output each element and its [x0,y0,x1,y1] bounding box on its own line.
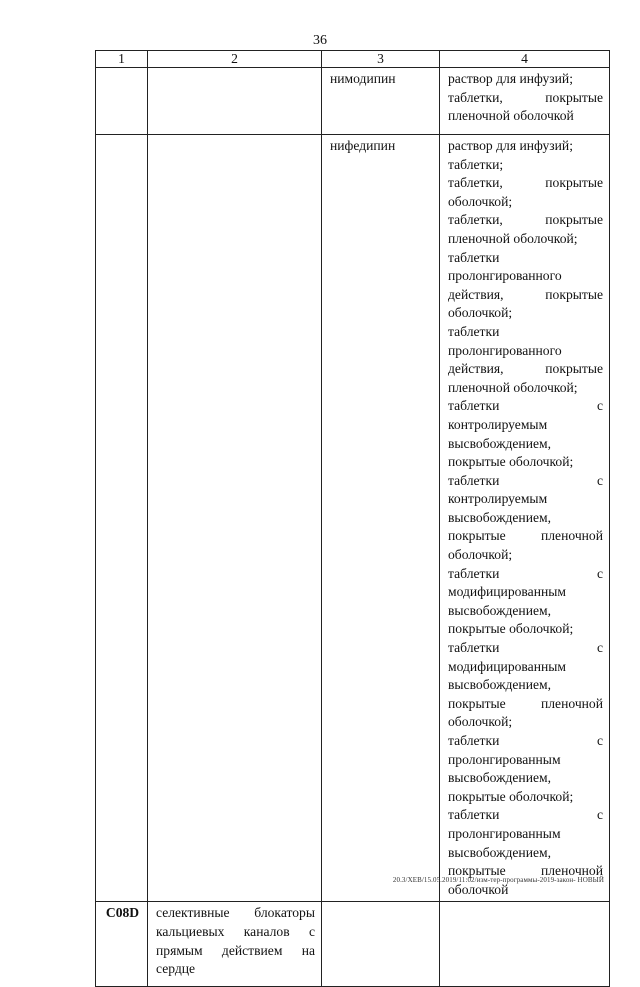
atc-code-cell [96,68,148,135]
dosage-form-item: раствор для инфузий; [448,138,573,153]
drug-table [95,50,610,987]
dosage-form-item: таблетки, покрытые пленочной оболочкой; [448,212,603,246]
dosage-form-item: раствор для инфузий; [448,71,573,86]
dosage-form-item: таблетки пролонгированного действия, покрытые оболочкой; [448,249,603,321]
dosage-form-item: таблетки, покрытые пленочной оболочкой [448,89,603,124]
table-row [96,902,610,987]
dosage-form-item: таблетки с модифицированным высвобождением, покрытые оболочкой; [448,565,603,637]
atc-code-cell: C08D [96,902,148,987]
table-row [96,135,610,902]
dosage-form-item: таблетки с контролируемым высвобождением, покрытые оболочкой; [448,398,603,470]
page-number: 36 [313,33,327,48]
dosage-forms-cell [440,902,610,987]
group-cell [148,68,322,135]
atc-code-cell [96,135,148,902]
column-header-2: 2 [148,51,322,68]
column-header-4: 4 [440,51,610,68]
table-row [96,68,610,135]
drug-name-cell [322,902,440,987]
group-cell [148,135,322,902]
dosage-form-item: таблетки пролонгированного действия, покрытые пленочной оболочкой; [448,323,603,395]
group-cell: селективные блокаторы кальциевых каналов с прямым действием на сердце [148,902,322,987]
column-header-1: 1 [96,51,148,68]
table-header-row [96,51,610,68]
dosage-forms-cell [440,135,610,902]
drug-name-cell: нифедипин [322,135,440,902]
drug-name-cell: нимодипин [322,68,440,135]
dosage-form-item: таблетки, покрытые оболочкой; [448,175,603,209]
dosage-form-item: таблетки с пролонгированным высвобождением, покрытые пленочной оболочкой [448,807,603,897]
dosage-form-item: таблетки с пролонгированным высвобождением, покрытые оболочкой; [448,733,603,804]
dosage-forms-cell [440,68,610,135]
document-footer: 20.3/ХЕВ/15.05.2019/11:02/изм-тер-программы-2019-закон- НОВЫЙ [392,876,604,884]
column-header-3: 3 [322,51,440,68]
dosage-form-item: таблетки; [448,156,504,172]
dosage-form-item: таблетки с модифицированным высвобождением, покрытые пленочной оболочкой; [448,640,603,730]
dosage-form-item: таблетки с контролируемым высвобождением, покрытые пленочной оболочкой; [448,472,603,563]
